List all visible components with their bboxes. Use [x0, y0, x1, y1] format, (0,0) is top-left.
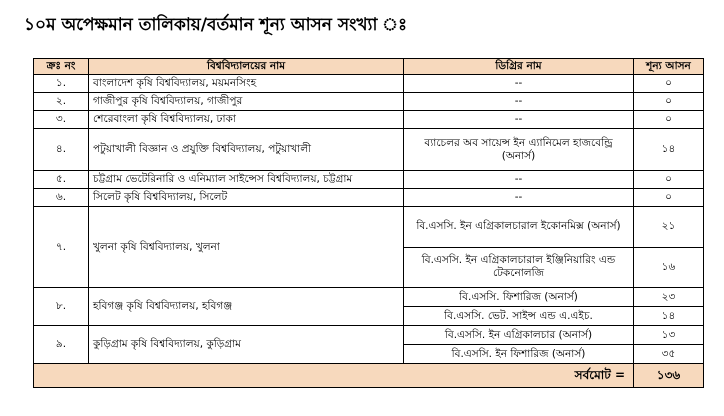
total-value: ১৩৬ — [634, 364, 704, 388]
row-sl: ৬. — [34, 189, 89, 207]
row-sl: ৯. — [34, 326, 89, 364]
row-seats: ১৩ — [634, 326, 704, 345]
total-label: সর্বমোট = — [34, 364, 634, 388]
row-seats: ১৪ — [634, 128, 704, 171]
header-degree: ডিগ্রির নাম — [404, 59, 634, 75]
table-row — [34, 171, 704, 189]
row-degree: -- — [404, 110, 634, 128]
row-degree: বি.এসসি. ইন এগ্রিকালচার (অনার্স) — [404, 326, 634, 345]
row-university: কুড়িগ্রাম কৃষি বিশ্ববিদ্যালয়, কুড়িগ্রাম — [89, 326, 404, 364]
table-row — [34, 207, 704, 247]
row-university: শেরেবাংলা কৃষি বিশ্ববিদ্যালয়, ঢাকা — [89, 110, 404, 128]
row-seats: ১৪ — [634, 307, 704, 326]
row-degree: -- — [404, 75, 634, 93]
total-row — [34, 364, 704, 388]
row-sl: ৫. — [34, 171, 89, 189]
table-row — [34, 288, 704, 307]
row-university: গাজীপুর কৃষি বিশ্ববিদ্যালয়, গাজীপুর — [89, 92, 404, 110]
header-university: বিশ্ববিদ্যালয়ের নাম — [89, 59, 404, 75]
row-degree: বি.এসসি. ইন এগ্রিকালচারাল ইঞ্জিনিয়ারিং এন্ড টেকনোলজি — [404, 247, 634, 287]
row-degree: বি.এসসি. ইন ফিশারিজ (অনার্স) — [404, 345, 634, 364]
row-sl: ২. — [34, 92, 89, 110]
row-seats: ৩৫ — [634, 345, 704, 364]
row-seats: ০ — [634, 189, 704, 207]
row-degree: -- — [404, 92, 634, 110]
row-seats: ১৬ — [634, 247, 704, 287]
row-seats: ০ — [634, 92, 704, 110]
row-sl: ৮. — [34, 288, 89, 326]
row-university: হবিগঞ্জ কৃষি বিশ্ববিদ্যালয়, হবিগঞ্জ — [89, 288, 404, 326]
table-row — [34, 326, 704, 345]
row-degree: ব্যাচেলর অব সায়েন্স ইন এ্যানিমেল হাজবেন্ড্রি (অনার্স) — [404, 128, 634, 171]
table-header-row — [34, 59, 704, 75]
table-row — [34, 92, 704, 110]
row-degree: -- — [404, 171, 634, 189]
row-seats: ২১ — [634, 207, 704, 247]
row-university: খুলনা কৃষি বিশ্ববিদ্যালয়, খুলনা — [89, 207, 404, 288]
row-seats: ০ — [634, 75, 704, 93]
row-sl: ৭. — [34, 207, 89, 288]
table-row — [34, 75, 704, 93]
vacant-seats-table — [33, 58, 704, 388]
row-university: পটুয়াখালী বিজ্ঞান ও প্রযুক্তি বিশ্ববিদ্যালয়, পটুয়াখালী — [89, 128, 404, 171]
row-university: চট্টগ্রাম ভেটেরিনারি ও এনিম্যাল সাইন্সেস বিশ্ববিদ্যালয়, চট্টগ্রাম — [89, 171, 404, 189]
header-seats: শূন্য আসন — [634, 59, 704, 75]
row-degree: বি.এসসি. ইন এগ্রিকালচারাল ইকোনমিক্স (অনার্স) — [404, 207, 634, 247]
row-sl: ৪. — [34, 128, 89, 171]
row-seats: ০ — [634, 171, 704, 189]
table-row — [34, 189, 704, 207]
page-title: ১০ম অপেক্ষমান তালিকায়/বর্তমান শূন্য আসন সংখ্যা ঃ — [24, 15, 408, 35]
table-row — [34, 110, 704, 128]
row-sl: ১. — [34, 75, 89, 93]
header-sl: ক্রঃ নং — [34, 59, 89, 75]
row-university: বাংলাদেশ কৃষি বিশ্ববিদ্যালয়, ময়মনসিংহ — [89, 75, 404, 93]
row-degree: -- — [404, 189, 634, 207]
row-sl: ৩. — [34, 110, 89, 128]
row-university: সিলেট কৃষি বিশ্ববিদ্যালয়, সিলেট — [89, 189, 404, 207]
table-row — [34, 128, 704, 171]
row-degree: বি.এসসি. ভেট. সাইন্স এন্ড এ.এইচ. — [404, 307, 634, 326]
row-seats: ২৩ — [634, 288, 704, 307]
row-degree: বি.এসসি. ফিশারিজ (অনার্স) — [404, 288, 634, 307]
row-seats: ০ — [634, 110, 704, 128]
